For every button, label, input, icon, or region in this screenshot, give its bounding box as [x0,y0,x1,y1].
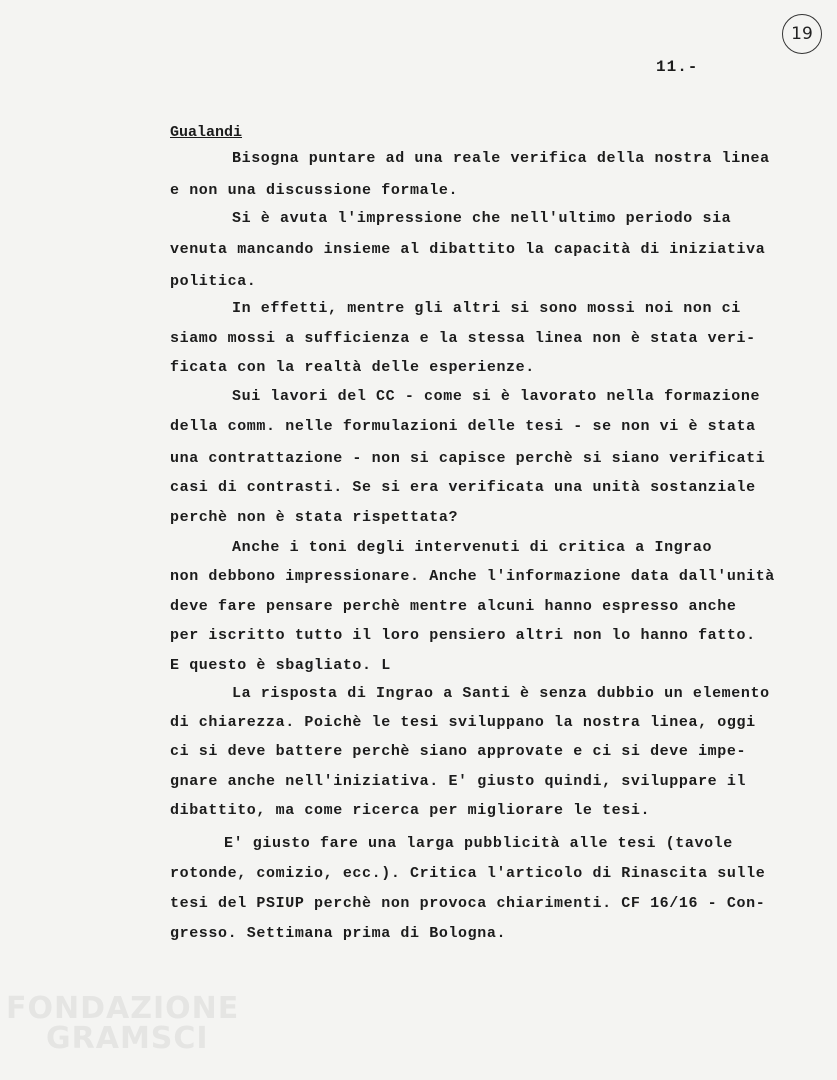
speaker-heading: Gualandi [170,124,243,141]
text-line: gresso. Settimana prima di Bologna. [170,925,507,942]
text-line: In effetti, mentre gli altri si sono mossi noi non ci [232,300,741,317]
text-line: Bisogna puntare ad una reale verifica della nostra linea [232,150,770,167]
text-line: ficata con la realtà delle esperienze. [170,359,535,376]
text-line: E questo è sbagliato. L [170,657,391,674]
page-stamp: 19 [782,14,822,54]
text-line: casi di contrasti. Se si era verificata una unità sostanziale [170,479,756,496]
text-line: non debbono impressionare. Anche l'informazione data dall'unità [170,568,775,585]
text-line: perchè non è stata rispettata? [170,509,459,526]
text-line: una contrattazione - non si capisce perchè si siano verificati [170,450,766,467]
text-line: Anche i toni degli intervenuti di critica a Ingrao [232,539,713,556]
text-line: dibattito, ma come ricerca per migliorare le tesi. [170,802,651,819]
text-line: deve fare pensare perchè mentre alcuni hanno espresso anche [170,598,737,615]
text-line: della comm. nelle formulazioni delle tesi - se non vi è stata [170,418,756,435]
text-line: politica. [170,273,257,290]
text-line: di chiarezza. Poichè le tesi sviluppano la nostra linea, oggi [170,714,756,731]
text-line: Si è avuta l'impressione che nell'ultimo periodo sia [232,210,732,227]
watermark-logo: FONDAZIONE GRAMSCI [6,991,240,1056]
page-number: 11.- [656,58,699,76]
text-line: rotonde, comizio, ecc.). Critica l'articolo di Rinascita sulle [170,865,766,882]
text-line: venuta mancando insieme al dibattito la capacità di iniziativa [170,241,766,258]
text-line: La risposta di Ingrao a Santi è senza dubbio un elemento [232,685,770,702]
text-line: ci si deve battere perchè siano approvate e ci si deve impe- [170,743,747,760]
text-line: siamo mossi a sufficienza e la stessa linea non è stata veri- [170,330,756,347]
text-line: tesi del PSIUP perchè non provoca chiarimenti. CF 16/16 - Con- [170,895,766,912]
text-line: Sui lavori del CC - come si è lavorato nella formazione [232,388,761,405]
text-line: per iscritto tutto il loro pensiero altri non lo hanno fatto. [170,627,756,644]
text-line: E' giusto fare una larga pubblicità alle tesi (tavole [224,835,733,852]
text-line: e non una discussione formale. [170,182,459,199]
text-line: gnare anche nell'iniziativa. E' giusto quindi, sviluppare il [170,773,747,790]
